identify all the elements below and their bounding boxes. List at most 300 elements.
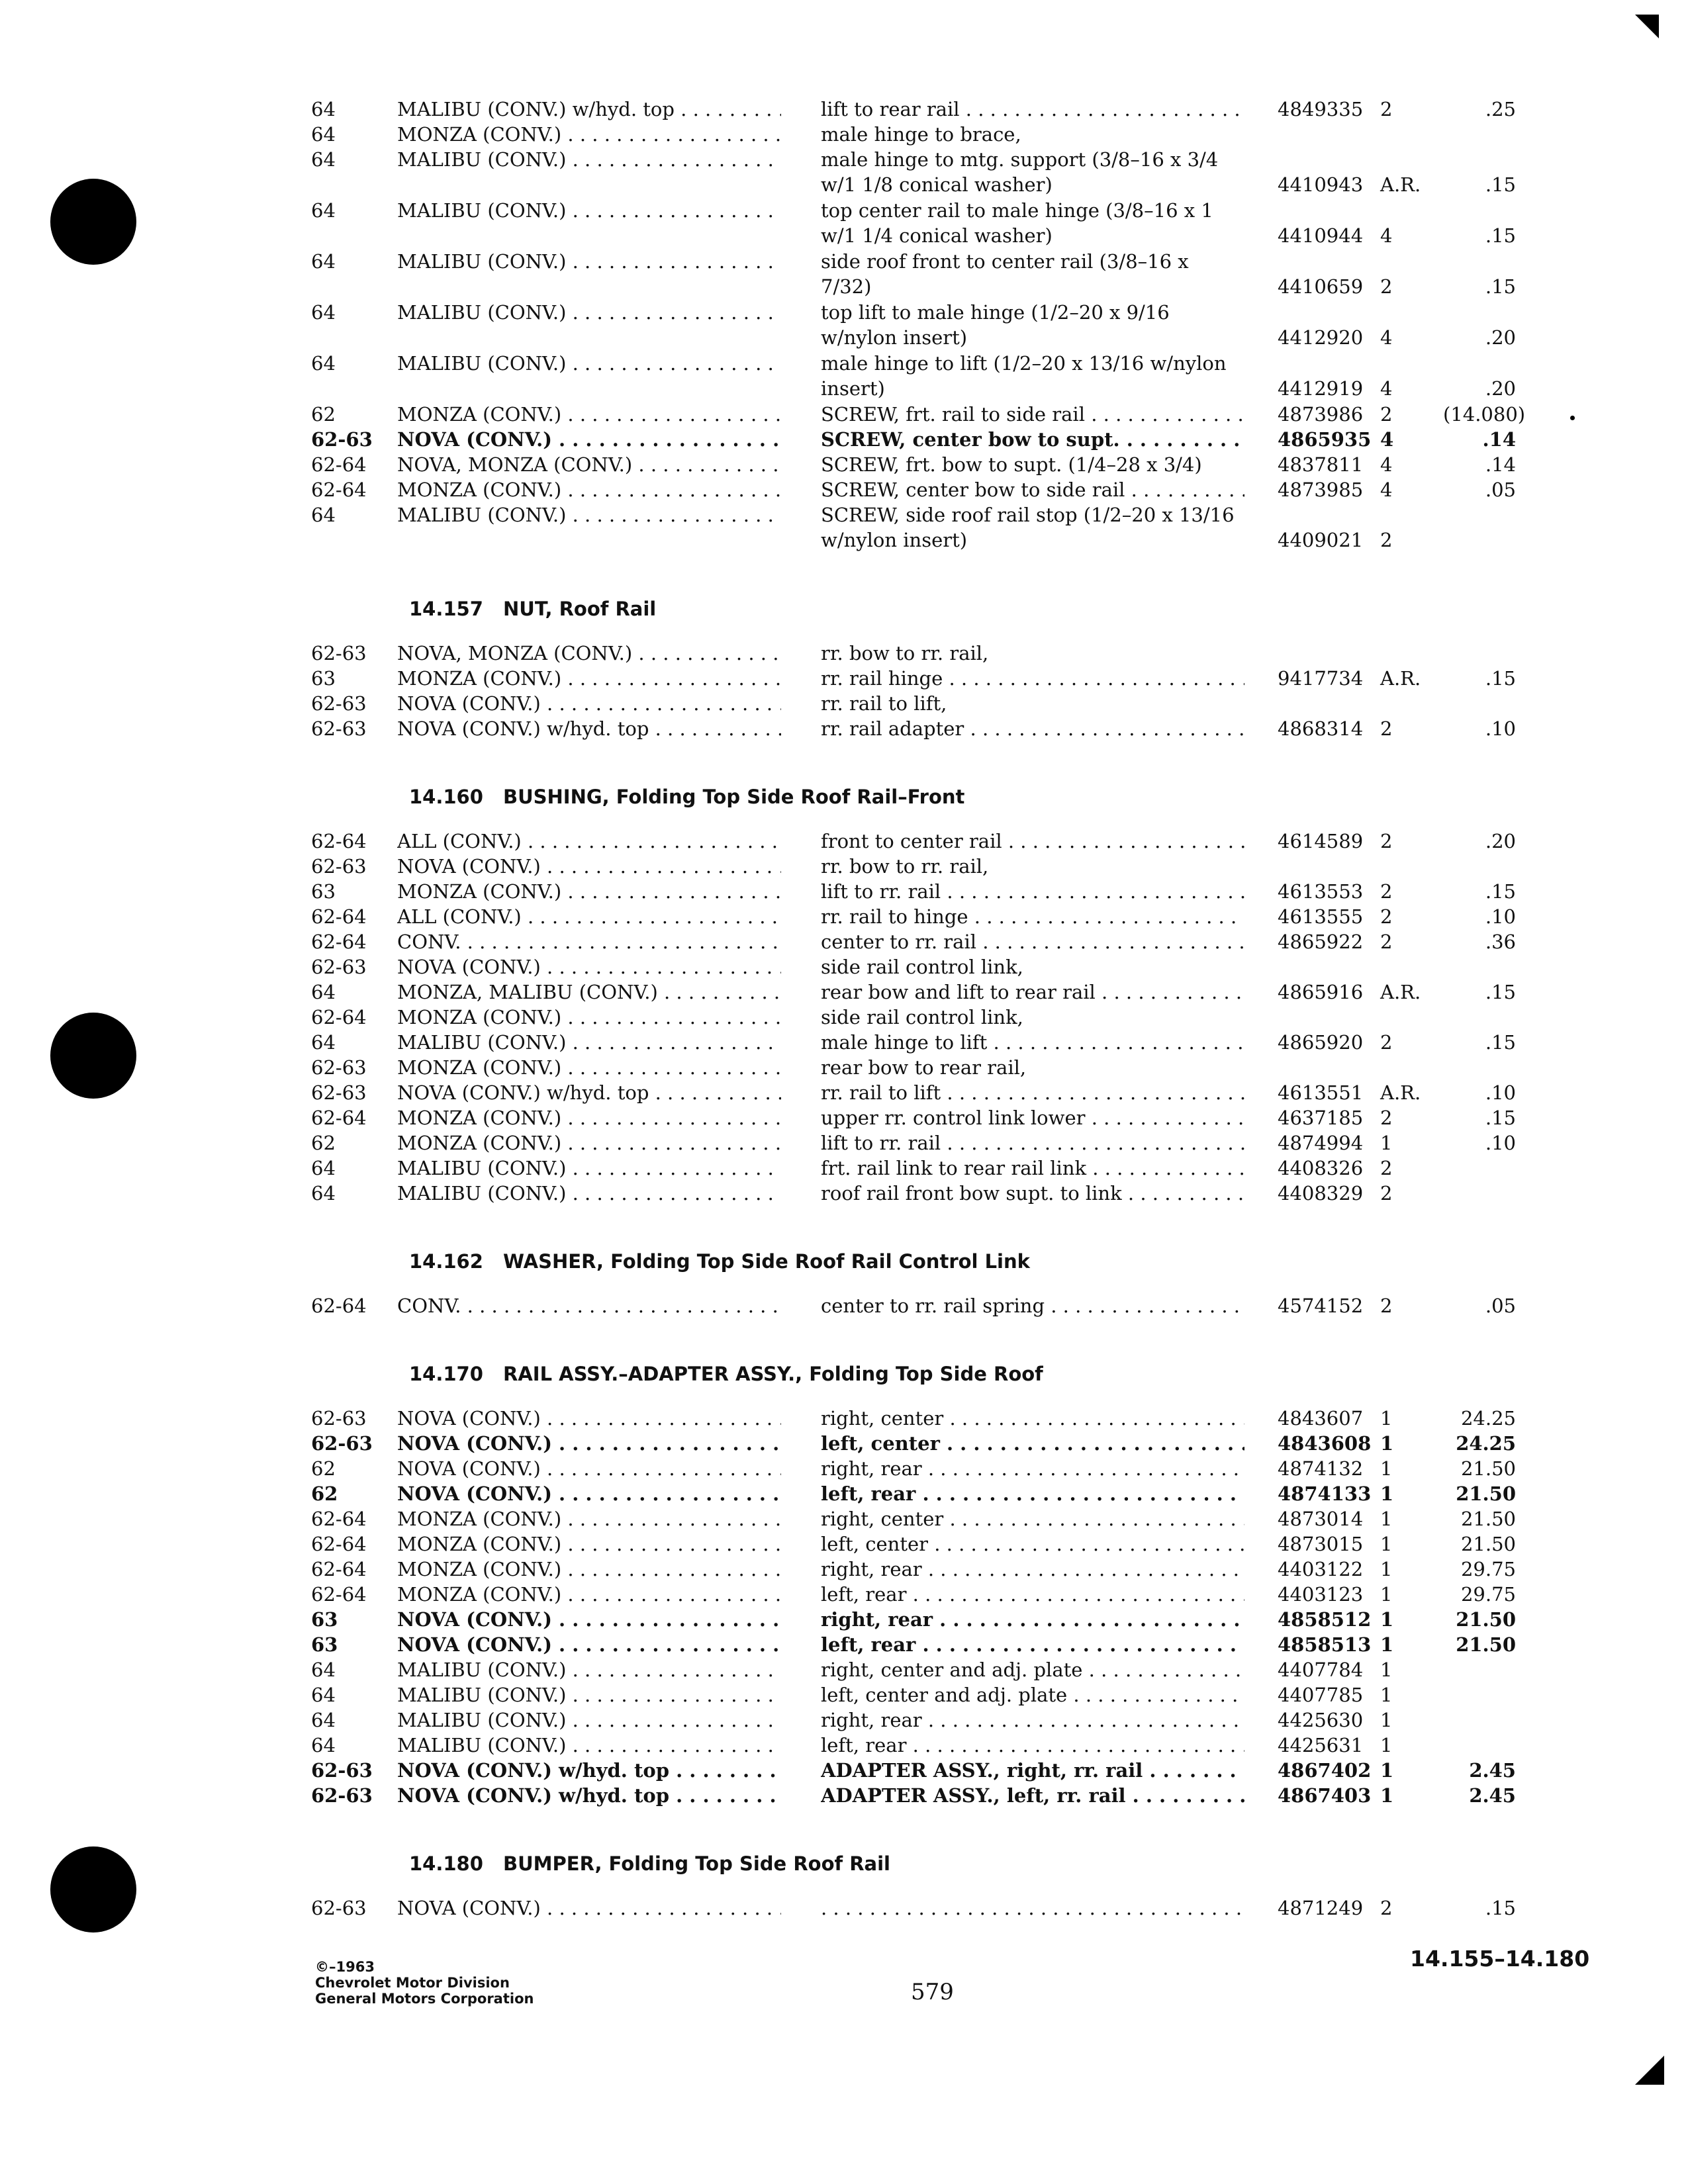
year-cell: 62-63 (311, 1759, 373, 1782)
description-cell: side rail control link, (821, 1006, 1023, 1028)
table-row (0, 1005, 1688, 1030)
table-row (0, 691, 1688, 716)
part-number-cell: 9417734 (1278, 667, 1364, 690)
table-row (0, 351, 1688, 402)
table-row (0, 1181, 1688, 1206)
price-cell: .15 (1485, 1031, 1516, 1054)
quantity-cell: 2 (1380, 98, 1393, 120)
description-cell: frt. rail link to rear rail link . . . (821, 1156, 1244, 1181)
table-row (0, 1481, 1688, 1506)
description-cell: SCREW, frt. rail to side rail . . . (821, 402, 1244, 427)
table-row (0, 716, 1688, 741)
model-cell: MALIBU (CONV.) . . . (397, 351, 781, 376)
part-number-cell: 4409021 (1278, 529, 1364, 551)
price-cell: .05 (1485, 478, 1516, 501)
table-row (0, 1733, 1688, 1758)
quantity-cell: 1 (1380, 1608, 1394, 1631)
group-title: BUSHING, Folding Top Side Roof Rail–Front (503, 786, 965, 808)
year-cell: 62-64 (311, 453, 367, 476)
group-heading (0, 782, 1688, 811)
part-number-cell: 4410943 (1278, 173, 1364, 196)
model-cell: NOVA (CONV.) . . . (397, 1456, 781, 1481)
table-row (0, 1557, 1688, 1582)
price-cell: .15 (1485, 173, 1516, 196)
part-number-cell: 4574152 (1278, 1295, 1364, 1317)
part-number-cell: 4874132 (1278, 1457, 1364, 1480)
table-row (0, 979, 1688, 1005)
description-cell: right, center and adj. plate . . . (821, 1657, 1244, 1682)
description-cell: left, rear . . . (821, 1481, 1244, 1506)
price-cell: .14 (1482, 428, 1516, 451)
year-cell: 64 (311, 199, 336, 222)
model-cell: MONZA, MALIBU (CONV.) . . . (397, 979, 781, 1005)
year-cell: 62-63 (311, 1407, 367, 1430)
table-row (0, 1293, 1688, 1318)
description-cell: center to rr. rail spring . . . (821, 1293, 1244, 1318)
quantity-cell: 2 (1380, 880, 1393, 903)
part-number-cell: 4849335 (1278, 98, 1364, 120)
model-cell: NOVA (CONV.) . . . (397, 1632, 781, 1657)
year-cell: 62-63 (311, 1432, 373, 1455)
group-code: 14.180 (409, 1852, 483, 1875)
year-cell: 62-63 (311, 428, 373, 451)
price-cell: .10 (1485, 717, 1516, 740)
part-number-cell: 4412919 (1278, 377, 1364, 400)
model-cell: MONZA (CONV.) . . . (397, 1582, 781, 1607)
quantity-cell: 1 (1380, 1759, 1394, 1782)
quantity-cell: 2 (1380, 1157, 1393, 1179)
quantity-cell: 1 (1380, 1684, 1393, 1706)
part-number-cell: 4873015 (1278, 1533, 1364, 1555)
year-cell: 64 (311, 250, 336, 273)
group-title: NUT, Roof Rail (503, 598, 657, 620)
model-cell: MONZA (CONV.) . . . (397, 122, 781, 147)
part-number-cell: 4403123 (1278, 1583, 1364, 1606)
model-cell: MONZA (CONV.) . . . (397, 1130, 781, 1156)
price-cell: .15 (1485, 880, 1516, 903)
quantity-cell: 1 (1380, 1583, 1393, 1606)
part-number-cell: 4412920 (1278, 326, 1364, 349)
price-cell: .15 (1485, 1107, 1516, 1129)
quantity-cell: 1 (1380, 1407, 1393, 1430)
quantity-cell: 2 (1380, 1031, 1393, 1054)
year-cell: 64 (311, 98, 336, 120)
table-row (0, 1080, 1688, 1105)
model-cell: NOVA, MONZA (CONV.) . . . (397, 452, 781, 477)
model-cell: NOVA (CONV.) w/hyd. top . . . (397, 716, 781, 741)
quantity-cell: A.R. (1380, 667, 1421, 690)
table-row (0, 147, 1688, 198)
year-cell: 62-63 (311, 642, 367, 664)
price-cell: .25 (1485, 98, 1516, 120)
quantity-cell: A.R. (1380, 1081, 1421, 1104)
page-number: 579 (911, 1979, 954, 2005)
description-cell: rear bow and lift to rear rail . . . (821, 979, 1244, 1005)
model-cell: MALIBU (CONV.) . . . (397, 1030, 781, 1055)
quantity-cell: 2 (1380, 717, 1393, 740)
part-number-cell: 4407784 (1278, 1659, 1364, 1681)
model-cell: NOVA (CONV.) . . . (397, 1481, 781, 1506)
model-cell: MONZA (CONV.) . . . (397, 477, 781, 502)
quantity-cell: 1 (1380, 1734, 1393, 1756)
model-cell: NOVA (CONV.) . . . (397, 854, 781, 879)
model-cell: NOVA (CONV.) . . . (397, 1406, 781, 1431)
description-cell: rr. bow to rr. rail, (821, 642, 989, 664)
year-cell: 62-64 (311, 1583, 367, 1606)
part-number-cell: 4873014 (1278, 1508, 1364, 1530)
price-cell: 29.75 (1460, 1558, 1516, 1580)
group-code: 14.157 (409, 598, 483, 620)
price-cell: .10 (1485, 1081, 1516, 1104)
quantity-cell: 2 (1380, 403, 1393, 426)
price-cell: .20 (1485, 377, 1516, 400)
description-cell: male hinge to lift . . . (821, 1030, 1244, 1055)
price-cell: 2.45 (1469, 1759, 1516, 1782)
model-cell: MONZA (CONV.) . . . (397, 666, 781, 691)
table-row (0, 829, 1688, 854)
price-cell: .05 (1485, 1295, 1516, 1317)
quantity-cell: 4 (1380, 478, 1393, 501)
price-cell: .36 (1485, 931, 1516, 953)
table-row (0, 1506, 1688, 1531)
description-cell: roof rail front bow supt. to link . . . (821, 1181, 1244, 1206)
price-cell: 24.25 (1460, 1407, 1516, 1430)
model-cell: MALIBU (CONV.) . . . (397, 198, 781, 223)
model-cell: CONV. . . . (397, 1293, 781, 1318)
price-cell: .20 (1485, 326, 1516, 349)
table-row (0, 1657, 1688, 1682)
price-cell: .15 (1485, 981, 1516, 1003)
year-cell: 64 (311, 352, 336, 375)
part-number-cell: 4867402 (1278, 1759, 1372, 1782)
price-cell: .14 (1485, 453, 1516, 476)
description-cell: rr. rail to lift, (821, 692, 947, 715)
description-cell: lift to rr. rail . . . (821, 879, 1244, 904)
table-row (0, 1406, 1688, 1431)
quantity-cell: 2 (1380, 905, 1393, 928)
table-row (0, 1156, 1688, 1181)
model-cell: MONZA (CONV.) . . . (397, 402, 781, 427)
part-number-cell: 4410944 (1278, 224, 1364, 247)
description-cell: SCREW, frt. bow to supt. (1/4–28 x 3/4) (821, 453, 1202, 476)
description-cell: lift to rr. rail . . . (821, 1130, 1244, 1156)
table-row (0, 198, 1688, 249)
model-cell: MALIBU (CONV.) . . . (397, 1156, 781, 1181)
group-code: 14.162 (409, 1250, 483, 1273)
description-cell: SCREW, center bow to supt. . . . (821, 427, 1244, 452)
part-number-cell: 4408329 (1278, 1182, 1364, 1205)
part-number-cell: 4614589 (1278, 830, 1364, 852)
part-number-cell: 4858512 (1278, 1608, 1372, 1631)
description-cell: rr. bow to rr. rail, (821, 855, 989, 878)
part-number-cell: 4425630 (1278, 1709, 1364, 1731)
parts-listing (0, 97, 1688, 1921)
year-cell: 62 (311, 1132, 336, 1154)
group-title: WASHER, Folding Top Side Roof Rail Control Link (503, 1250, 1030, 1273)
part-number-cell: 4865935 (1278, 428, 1372, 451)
price-cell: .15 (1485, 667, 1516, 690)
year-cell: 63 (311, 1633, 338, 1656)
model-cell: MONZA (CONV.) . . . (397, 1005, 781, 1030)
description-cell: right, rear . . . (821, 1607, 1244, 1632)
part-number-cell: 4865920 (1278, 1031, 1364, 1054)
price-cell: .15 (1485, 275, 1516, 298)
table-row (0, 300, 1688, 351)
description-cell: male hinge to lift (1/2–20 x 13/16 w/nylon insert) (821, 352, 1227, 400)
part-number-cell: 4858513 (1278, 1633, 1372, 1656)
table-row (0, 879, 1688, 904)
quantity-cell: 4 (1380, 428, 1394, 451)
year-cell: 64 (311, 1182, 336, 1205)
part-number-cell: 4403122 (1278, 1558, 1364, 1580)
quantity-cell: 1 (1380, 1558, 1393, 1580)
group-heading (0, 1849, 1688, 1878)
copyright-line: Chevrolet Motor Division (315, 1975, 510, 1991)
description-cell: center to rr. rail . . . (821, 929, 1244, 954)
group-heading (0, 1359, 1688, 1388)
description-cell: top lift to male hinge (1/2–20 x 9/16 w/nylon insert) (821, 301, 1170, 349)
description-cell: side rail control link, (821, 956, 1023, 978)
description-cell: left, rear . . . (821, 1582, 1244, 1607)
quantity-cell: 1 (1380, 1482, 1394, 1505)
model-cell: NOVA (CONV.) . . . (397, 1895, 781, 1921)
table-row (0, 97, 1688, 122)
copyright-line: General Motors Corporation (315, 1991, 534, 2007)
description-cell: right, rear . . . (821, 1456, 1244, 1481)
quantity-cell: 1 (1380, 1633, 1394, 1656)
year-cell: 64 (311, 1684, 336, 1706)
model-cell: NOVA (CONV.) w/hyd. top . . . (397, 1080, 781, 1105)
part-number-cell: 4874994 (1278, 1132, 1364, 1154)
description-cell: male hinge to brace, (821, 123, 1021, 146)
model-cell: NOVA (CONV.) . . . (397, 954, 781, 979)
year-cell: 62-64 (311, 931, 367, 953)
quantity-cell: 1 (1380, 1533, 1393, 1555)
price-cell: .20 (1485, 830, 1516, 852)
quantity-cell: 1 (1380, 1784, 1394, 1807)
model-cell: NOVA, MONZA (CONV.) . . . (397, 641, 781, 666)
price-cell: 21.50 (1460, 1457, 1516, 1480)
model-cell: MONZA (CONV.) . . . (397, 1531, 781, 1557)
model-cell: NOVA (CONV.) . . . (397, 427, 781, 452)
quantity-cell: 2 (1380, 1897, 1393, 1919)
table-row (0, 1632, 1688, 1657)
table-row (0, 1582, 1688, 1607)
quantity-cell: 2 (1380, 830, 1393, 852)
table-row (0, 1707, 1688, 1733)
year-cell: 64 (311, 1659, 336, 1681)
description-cell: left, rear . . . (821, 1632, 1244, 1657)
quantity-cell: 2 (1380, 931, 1393, 953)
quantity-cell: 2 (1380, 529, 1393, 551)
price-cell: 2.45 (1469, 1784, 1516, 1807)
model-cell: MALIBU (CONV.) . . . (397, 300, 781, 325)
description-cell: left, center . . . (821, 1431, 1244, 1456)
model-cell: MONZA (CONV.) . . . (397, 1506, 781, 1531)
description-cell: side roof front to center rail (3/8–16 x 7/32) (821, 250, 1189, 298)
quantity-cell: 1 (1380, 1508, 1393, 1530)
year-cell: 62-64 (311, 830, 367, 852)
table-row (0, 954, 1688, 979)
table-row (0, 402, 1688, 427)
year-cell: 64 (311, 1709, 336, 1731)
description-cell: SCREW, center bow to side rail . . . (821, 477, 1244, 502)
description-cell: right, center . . . (821, 1406, 1244, 1431)
quantity-cell: 2 (1380, 1295, 1393, 1317)
model-cell: MALIBU (CONV.) . . . (397, 1657, 781, 1682)
year-cell: 63 (311, 1608, 338, 1631)
description-cell: top center rail to male hinge (3/8–16 x 1 w/1 1/4 conical washer) (821, 199, 1213, 247)
description-cell: ADAPTER ASSY., left, rr. rail . . . (821, 1783, 1244, 1808)
year-cell: 64 (311, 1031, 336, 1054)
part-number-cell: 4425631 (1278, 1734, 1364, 1756)
year-cell: 62-63 (311, 1897, 367, 1919)
group-heading (0, 1247, 1688, 1276)
year-cell: 62 (311, 1482, 338, 1505)
year-cell: 64 (311, 123, 336, 146)
quantity-cell: 4 (1380, 224, 1393, 247)
table-row (0, 249, 1688, 300)
price-cell: (14.080) (1443, 403, 1526, 426)
description-cell: male hinge to mtg. support (3/8–16 x 3/4 w/1 1/8 conical washer) (821, 148, 1219, 196)
table-row (0, 854, 1688, 879)
description-cell: lift to rear rail . . . (821, 97, 1244, 122)
model-cell: MALIBU (CONV.) . . . (397, 1181, 781, 1206)
table-row (0, 904, 1688, 929)
part-number-cell: 4613551 (1278, 1081, 1364, 1104)
model-cell: MALIBU (CONV.) . . . (397, 1733, 781, 1758)
quantity-cell: 4 (1380, 377, 1393, 400)
model-cell: MONZA (CONV.) . . . (397, 879, 781, 904)
table-row (0, 1431, 1688, 1456)
model-cell: MONZA (CONV.) . . . (397, 1055, 781, 1080)
quantity-cell: 1 (1380, 1132, 1393, 1154)
corner-mark-bottom-right (1635, 2056, 1664, 2085)
description-cell: right, center . . . (821, 1506, 1244, 1531)
description-cell: upper rr. control link lower . . . (821, 1105, 1244, 1130)
table-row (0, 641, 1688, 666)
table-row (0, 1456, 1688, 1481)
price-cell: 21.50 (1460, 1508, 1516, 1530)
year-cell: 62-64 (311, 1295, 367, 1317)
year-cell: 63 (311, 667, 336, 690)
quantity-cell: 1 (1380, 1659, 1393, 1681)
description-cell: rr. rail adapter . . . (821, 716, 1244, 741)
table-row (0, 1055, 1688, 1080)
price-cell: 29.75 (1460, 1583, 1516, 1606)
part-number-cell: 4613553 (1278, 880, 1364, 903)
part-number-cell: 4407785 (1278, 1684, 1364, 1706)
year-cell: 64 (311, 981, 336, 1003)
price-cell: .15 (1485, 224, 1516, 247)
description-cell: right, rear . . . (821, 1707, 1244, 1733)
table-row (0, 1105, 1688, 1130)
table-row (0, 1030, 1688, 1055)
year-cell: 62-63 (311, 1081, 367, 1104)
table-row (0, 1895, 1688, 1921)
quantity-cell: 1 (1380, 1709, 1393, 1731)
table-row (0, 122, 1688, 147)
quantity-cell: 4 (1380, 453, 1393, 476)
section-range: 14.155–14.180 (1410, 1946, 1590, 1972)
part-number-cell: 4874133 (1278, 1482, 1372, 1505)
model-cell: CONV. . . . (397, 929, 781, 954)
description-cell: left, rear . . . (821, 1733, 1244, 1758)
year-cell: 62-63 (311, 956, 367, 978)
model-cell: NOVA (CONV.) . . . (397, 1607, 781, 1632)
table-row (0, 502, 1688, 553)
part-number-cell: 4408326 (1278, 1157, 1364, 1179)
table-row (0, 929, 1688, 954)
year-cell: 62-63 (311, 717, 367, 740)
description-cell: rr. rail hinge . . . (821, 666, 1244, 691)
part-number-cell: 4637185 (1278, 1107, 1364, 1129)
model-cell: MALIBU (CONV.) . . . (397, 1682, 781, 1707)
quantity-cell: 4 (1380, 326, 1393, 349)
description-cell: left, center and adj. plate . . . (821, 1682, 1244, 1707)
part-number-cell: 4837811 (1278, 453, 1364, 476)
model-cell: NOVA (CONV.) w/hyd. top . . . (397, 1783, 781, 1808)
part-number-cell: 4843607 (1278, 1407, 1364, 1430)
model-cell: MONZA (CONV.) . . . (397, 1557, 781, 1582)
table-row (0, 477, 1688, 502)
corner-mark-top-right (1635, 15, 1659, 38)
year-cell: 62 (311, 1457, 336, 1480)
price-cell: 24.25 (1456, 1432, 1516, 1455)
part-number-cell: 4865916 (1278, 981, 1364, 1003)
price-cell: .10 (1485, 905, 1516, 928)
year-cell: 64 (311, 1157, 336, 1179)
description-cell: rear bow to rear rail, (821, 1056, 1027, 1079)
model-cell: MALIBU (CONV.) . . . (397, 147, 781, 172)
price-cell: 21.50 (1460, 1533, 1516, 1555)
description-cell: left, center . . . (821, 1531, 1244, 1557)
table-row (0, 1130, 1688, 1156)
table-row (0, 666, 1688, 691)
group-code: 14.160 (409, 786, 483, 808)
year-cell: 62-64 (311, 1006, 367, 1028)
price-cell: .10 (1485, 1132, 1516, 1154)
price-cell: 21.50 (1456, 1482, 1516, 1505)
description-cell: right, rear . . . (821, 1557, 1244, 1582)
model-cell: ALL (CONV.) . . . (397, 829, 781, 854)
year-cell: 64 (311, 301, 336, 324)
group-code: 14.170 (409, 1363, 483, 1385)
year-cell: 64 (311, 148, 336, 171)
group-title: BUMPER, Folding Top Side Roof Rail (503, 1852, 890, 1875)
table-row (0, 1682, 1688, 1707)
year-cell: 62-64 (311, 1508, 367, 1530)
quantity-cell: A.R. (1380, 173, 1421, 196)
table-row (0, 452, 1688, 477)
table-row (0, 1758, 1688, 1783)
year-cell: 64 (311, 504, 336, 526)
part-number-cell: 4873985 (1278, 478, 1364, 501)
model-cell: MALIBU (CONV.) . . . (397, 502, 781, 527)
year-cell: 62-63 (311, 1784, 373, 1807)
part-number-cell: 4867403 (1278, 1784, 1372, 1807)
description-cell: front to center rail . . . (821, 829, 1244, 854)
year-cell: 62-64 (311, 905, 367, 928)
quantity-cell: A.R. (1380, 981, 1421, 1003)
year-cell: 62-63 (311, 692, 367, 715)
model-cell: NOVA (CONV.) . . . (397, 1431, 781, 1456)
part-number-cell: 4843608 (1278, 1432, 1372, 1455)
model-cell: NOVA (CONV.) w/hyd. top . . . (397, 1758, 781, 1783)
part-number-cell: 4868314 (1278, 717, 1364, 740)
model-cell: MALIBU (CONV.) w/hyd. top . . . (397, 97, 781, 122)
year-cell: 62-63 (311, 1056, 367, 1079)
